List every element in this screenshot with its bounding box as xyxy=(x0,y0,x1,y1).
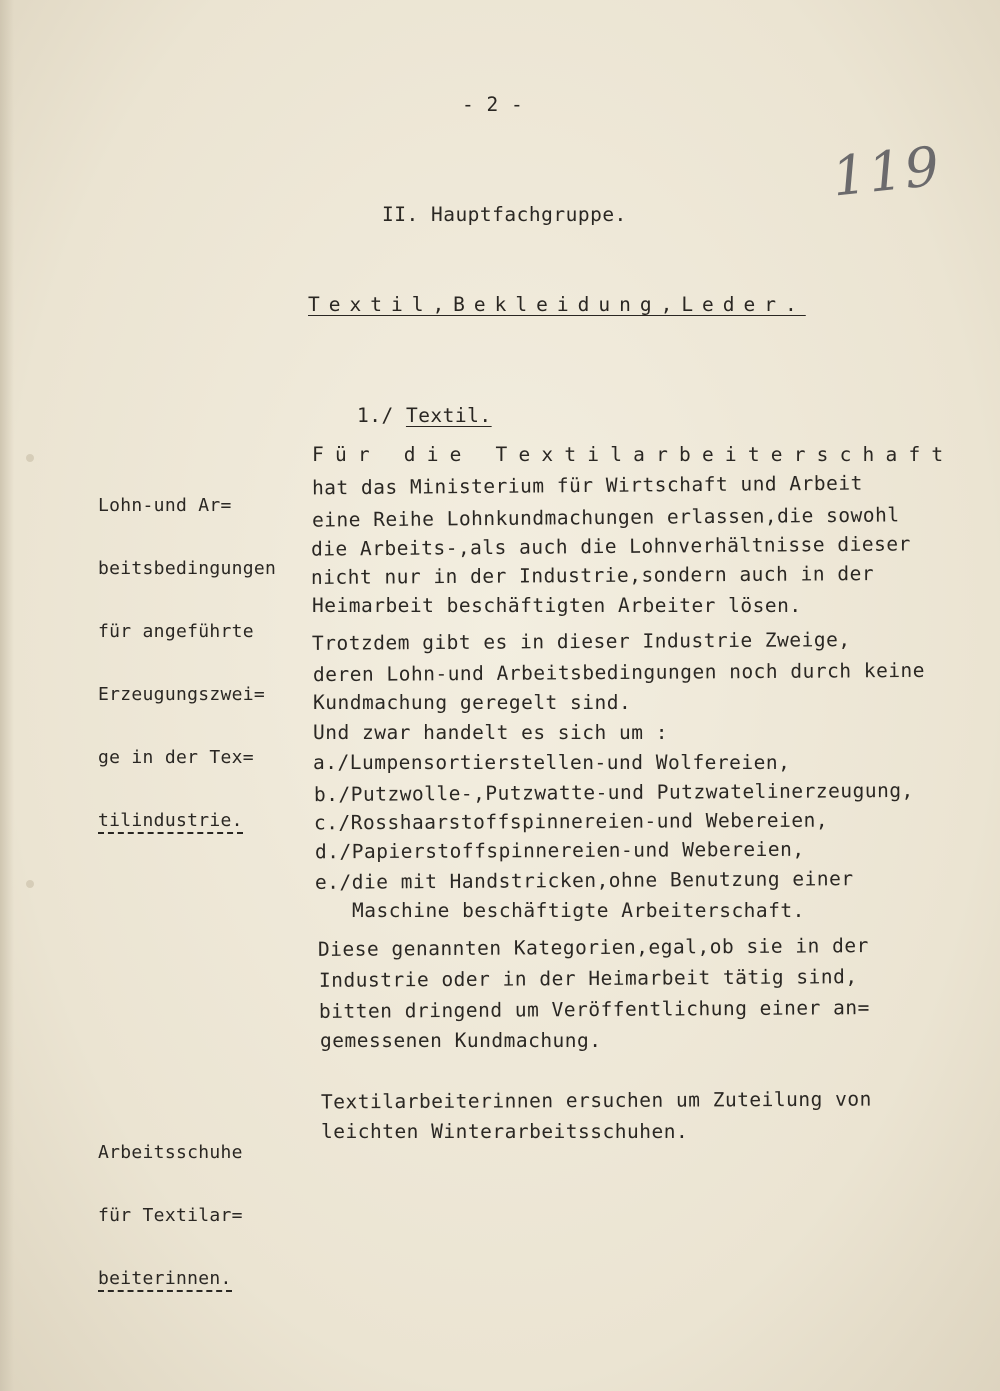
body-line: Trotzdem gibt es in dieser Industrie Zweige, xyxy=(311,628,851,655)
punch-hole-mark xyxy=(26,880,34,888)
list-item: e./die mit Handstricken,ohne Benutzung einer xyxy=(314,867,854,894)
body-line: nicht nur in der Industrie,sondern auch in der xyxy=(310,562,875,589)
body-line: leichten Winterarbeitsschuhen. xyxy=(321,1120,689,1143)
group-heading: II. Hauptfachgruppe. xyxy=(382,203,627,226)
body-line: Heimarbeit beschäftigten Arbeiter lösen. xyxy=(312,594,802,617)
margin-note-line: Lohn-und Ar= xyxy=(98,495,232,516)
body-line: Diese genannten Kategorien,egal,ob sie in der xyxy=(317,934,869,961)
body-line: eine Reihe Lohnkundmachungen erlassen,die sowohl xyxy=(311,503,900,532)
margin-note-line: Erzeugungszwei= xyxy=(98,684,266,705)
list-item: d./Papierstoffspinnereien-und Webereien, xyxy=(314,837,805,864)
margin-note-wages xyxy=(98,453,276,873)
margin-note-line: Arbeitsschuhe xyxy=(98,1142,243,1163)
body-line: Industrie oder in der Heimarbeit tätig sind, xyxy=(318,965,858,992)
subsection-title: Textil. xyxy=(405,403,492,427)
margin-note-line: beiterinnen. xyxy=(98,1268,232,1292)
body-line: deren Lohn-und Arbeitsbedingungen noch durch keine xyxy=(312,658,926,687)
body-line: Und zwar handelt es sich um : xyxy=(313,721,668,744)
margin-note-work-shoes xyxy=(98,1100,243,1331)
list-item: b./Putzwolle-,Putzwatte-und Putzwatelinerzeugung, xyxy=(313,778,914,807)
margin-note-line: für Textilar= xyxy=(98,1205,243,1226)
body-line: bitten dringend um Veröffentlichung einer an= xyxy=(318,996,870,1023)
subsection-heading xyxy=(308,386,492,445)
margin-note-line: beitsbedingungen xyxy=(98,558,277,579)
punch-hole-mark xyxy=(26,454,34,462)
archive-folio-number: 119 xyxy=(829,134,945,209)
body-line: die Arbeits-,als auch die Lohnverhältnisse dieser xyxy=(310,532,911,561)
page-number: - 2 - xyxy=(462,93,524,116)
body-line: Für die Textilarbeiterschaft xyxy=(312,443,955,466)
body-line: gemessenen Kundmachung. xyxy=(320,1029,602,1052)
body-line: hat das Ministerium für Wirtschaft und Arbeit xyxy=(311,471,863,500)
page-edge-shadow xyxy=(0,0,14,1391)
subsection-number: 1./ xyxy=(356,403,394,427)
body-line: Kundmachung geregelt sind. xyxy=(313,691,632,714)
section-title: Textil,Bekleidung,Leder. xyxy=(308,293,806,316)
list-item: a./Lumpensortierstellen-und Wolfereien, xyxy=(313,751,791,774)
margin-note-line: ge in der Tex= xyxy=(98,747,254,768)
list-item-continuation: Maschine beschäftigte Arbeiterschaft. xyxy=(352,899,805,922)
margin-note-line: für angeführte xyxy=(98,621,254,642)
body-line: Textilarbeiterinnen ersuchen um Zuteilung von xyxy=(320,1087,872,1114)
margin-note-line: tilindustrie. xyxy=(98,810,243,834)
list-item: c./Rosshaarstoffspinnereien-und Webereien, xyxy=(313,808,829,835)
